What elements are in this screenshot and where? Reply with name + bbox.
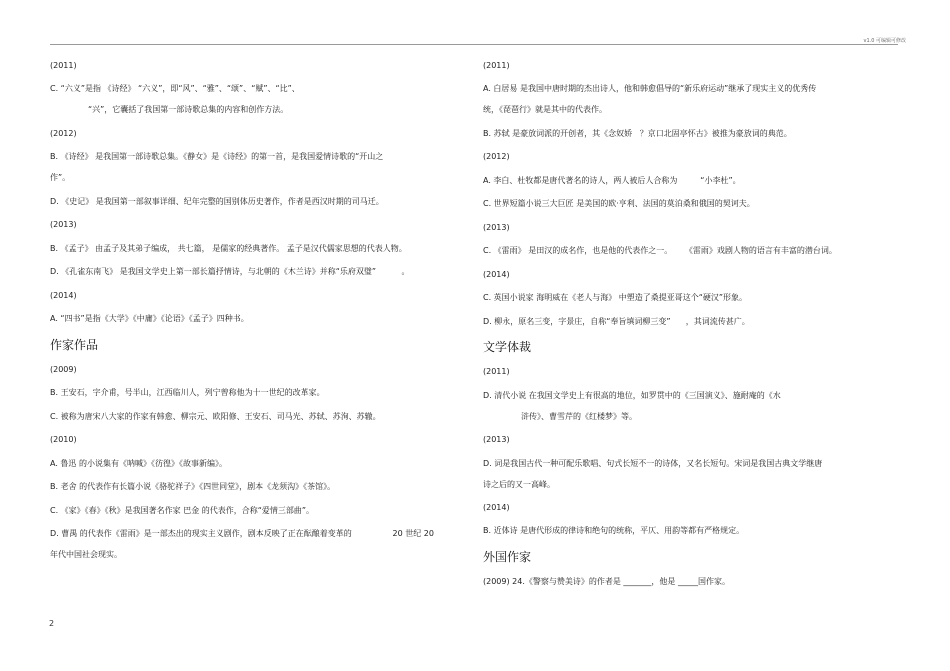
- year-label: (2013): [50, 220, 77, 230]
- text-line: D. 《孔雀东南飞》 是我国文学史上第一部长篇抒情诗，与北朝的《木兰诗》并称“乐府双璧” 。: [50, 267, 410, 277]
- text-line: B. 苏轼 是豪放词派的开创者，其《念奴娇 ？京口北固亭怀古》被推为豪放词的典范。: [483, 128, 792, 138]
- section-heading: 文学体裁: [483, 340, 532, 355]
- year-label: (2012): [50, 128, 77, 138]
- text-line: C. 被称为唐宋八大家的作家有韩愈、柳宗元、欧阳修、王安石、司马光、苏轼、苏洵、苏辙。: [50, 411, 381, 421]
- text-line: B. 《诗经》 是我国第一部诗歌总集。《静女》是《诗经》的第一首，是我国爱情诗歌的“开山之: [50, 152, 384, 162]
- text-line: C. 英国小说家 海明威在《老人与海》 中塑造了桑提亚哥这个“硬汉”形象。: [483, 293, 748, 303]
- page-number: 2: [49, 619, 55, 628]
- text-line: D. 曹禺 的代表作《雷雨》是一部杰出的现实主义剧作，剧本反映了正在酝酿着变革的 20 世纪 20: [50, 529, 434, 539]
- text-line: B. 近体诗 是唐代形成的律诗和绝句的统称，平仄、用韵等都有严格规定。: [483, 526, 745, 536]
- text-line: 诗之后的又一高峰。: [483, 479, 555, 489]
- header-rule: [50, 44, 898, 45]
- text-line: “兴”，它囊括了我国第一部诗歌总集的内容和创作方法。: [88, 105, 289, 115]
- text-line: D. 柳永，原名三变，字景庄，自称“奉旨填词柳三变” ，其词流传甚广。: [483, 316, 750, 326]
- section-heading: 作家作品: [50, 337, 99, 352]
- right-column: [483, 60, 908, 600]
- header-tag: v1.0 可编辑可修改: [863, 38, 906, 44]
- year-label: (2013): [483, 222, 510, 232]
- year-label: (2014): [483, 269, 510, 279]
- text-line: D. 词是我国古代一种可配乐歌唱、句式长短不一的诗体，又名长短句。宋词是我国古典文学继唐: [483, 458, 823, 468]
- text-line: C. 《家》《春》《秋》是我国著名作家 巴金 的代表作，合称“爱情三部曲”。: [50, 505, 315, 515]
- year-label: (2014): [50, 290, 77, 300]
- text-line: D. 《史记》 是我国第一部叙事详细、纪年完整的国别体历史著作，作者是西汉时期的司马迁。: [50, 196, 384, 206]
- text-line: D. 清代小说 在我国文学史上有很高的地位，如罗贯中的《三国演义》、施耐庵的《水: [483, 390, 781, 400]
- text-line: 作”。: [50, 173, 71, 183]
- text-line: C. “六义”是指 《诗经》 “六义”，即“风”、“雅”、“颂”、“赋”、“比”、: [50, 84, 300, 94]
- text-line: B. 王安石，字介甫，号半山，江西临川人，列宁曾称他为十一世纪的改革家。: [50, 388, 325, 398]
- text-line: C. 《雷雨》 是田汉的成名作，也是他的代表作之一。 《雷雨》戏剧人物的语言有丰富的潜台词。: [483, 246, 837, 256]
- text-line: (2009) 24.《警察与赞美诗》的作者是 _______，他是 _____国作家。: [483, 577, 730, 587]
- year-label: (2011): [483, 367, 510, 377]
- text-line: A. 白居易 是我国中唐时期的杰出诗人，他和韩愈倡导的“新乐府运动”继承了现实主义的优秀传: [483, 84, 817, 94]
- text-line: B. 《孟子》 由孟子及其弟子编成， 共七篇， 是儒家的经典著作。 孟子是汉代儒家思想的代表人物。: [50, 243, 407, 253]
- text-line: C. 世界短篇小说三大巨匠 是美国的欧·亨利、法国的莫泊桑和俄国的契诃夫。: [483, 199, 755, 209]
- year-label: (2009): [50, 364, 77, 374]
- year-label: (2014): [483, 503, 510, 513]
- year-label: (2010): [50, 435, 77, 445]
- text-line: A. “四书”是指《大学》《中庸》《论语》《孟子》四种书。: [50, 314, 249, 324]
- text-line: 年代中国社会现实。: [50, 550, 122, 560]
- text-line: 统，《琵琶行》就是其中的代表作。: [483, 105, 607, 115]
- text-line: A. 鲁迅 的小说集有《呐喊》《彷徨》《故事新编》。: [50, 458, 227, 468]
- text-line: A. 李白、杜牧都是唐代著名的诗人，两人被后人合称为 “小李杜”。: [483, 175, 741, 185]
- text-line: B. 老舍 的代表作有长篇小说《骆驼祥子》《四世同堂》，剧本《龙须沟》《茶馆》。: [50, 482, 336, 492]
- year-label: (2011): [50, 61, 77, 70]
- text-line: 浒传》、曹雪芹的《红楼梦》等。: [521, 411, 637, 421]
- section-heading: 外国作家: [483, 550, 532, 565]
- year-label: (2011): [483, 61, 510, 70]
- year-label: (2012): [483, 152, 510, 162]
- left-column: [50, 60, 468, 573]
- year-label: (2013): [483, 435, 510, 445]
